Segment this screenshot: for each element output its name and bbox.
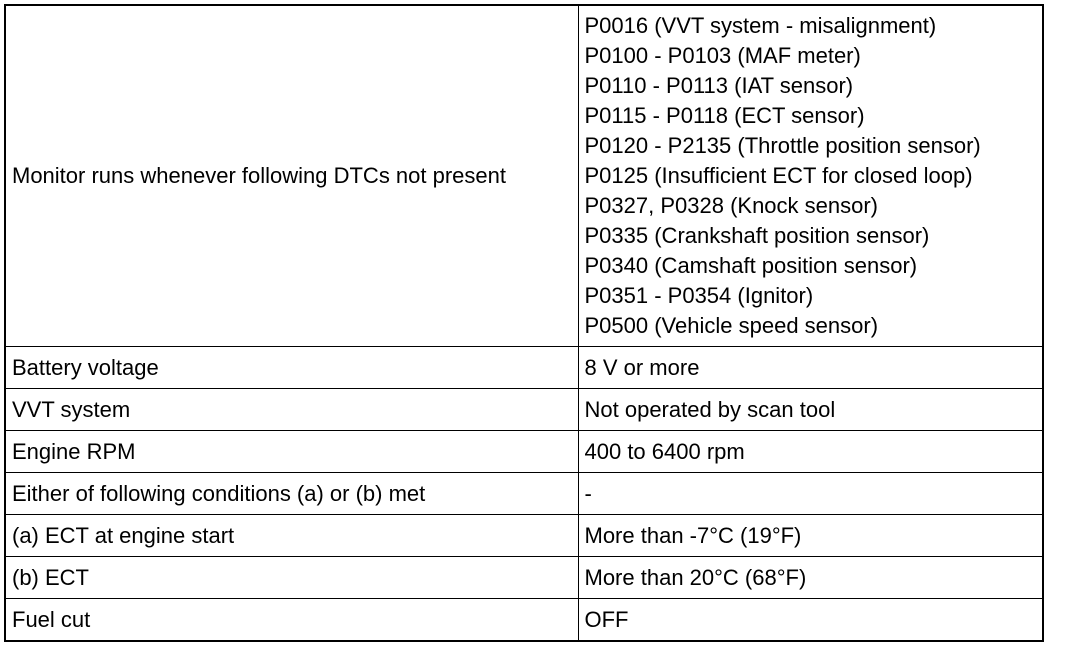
table-row	[5, 599, 1043, 642]
value-cell: More than -7°C (19°F)	[578, 515, 1043, 557]
dtc-item: P0340 (Camshaft position sensor)	[584, 253, 918, 278]
value-cell: 8 V or more	[578, 347, 1043, 389]
dtc-item: P0327, P0328 (Knock sensor)	[584, 193, 879, 218]
condition-cell: Fuel cut	[5, 599, 578, 642]
value-cell: -	[578, 473, 1043, 515]
dtc-item: P0351 - P0354 (Ignitor)	[584, 283, 814, 308]
dtc-list	[585, 11, 1043, 341]
value-cell: Not operated by scan tool	[578, 389, 1043, 431]
dtc-item: P0335 (Crankshaft position sensor)	[584, 223, 930, 248]
table-row	[5, 515, 1043, 557]
dtc-item: P0016 (VVT system - misalignment)	[584, 13, 937, 38]
table-row	[5, 347, 1043, 389]
table-row	[5, 5, 1043, 347]
dtc-list-cell	[578, 5, 1043, 347]
table-row	[5, 389, 1043, 431]
dtc-item: P0125 (Insufficient ECT for closed loop)	[584, 163, 973, 188]
dtc-item: P0120 - P2135 (Throttle position sensor)	[584, 133, 981, 158]
condition-cell: (b) ECT	[5, 557, 578, 599]
condition-cell: Either of following conditions (a) or (b) met	[5, 473, 578, 515]
monitor-conditions-table	[4, 4, 1044, 642]
value-cell: 400 to 6400 rpm	[578, 431, 1043, 473]
dtc-item: P0500 (Vehicle speed sensor)	[584, 313, 879, 338]
dtc-item: P0115 - P0118 (ECT sensor)	[584, 103, 865, 128]
condition-cell: Battery voltage	[5, 347, 578, 389]
dtc-item: P0110 - P0113 (IAT sensor)	[584, 73, 854, 98]
value-cell: More than 20°C (68°F)	[578, 557, 1043, 599]
condition-cell: (a) ECT at engine start	[5, 515, 578, 557]
condition-cell: Engine RPM	[5, 431, 578, 473]
condition-cell: Monitor runs whenever following DTCs not present	[5, 5, 578, 347]
value-cell: OFF	[578, 599, 1043, 642]
condition-cell: VVT system	[5, 389, 578, 431]
table-row	[5, 557, 1043, 599]
table-row	[5, 431, 1043, 473]
dtc-item: P0100 - P0103 (MAF meter)	[584, 43, 861, 68]
table-row	[5, 473, 1043, 515]
